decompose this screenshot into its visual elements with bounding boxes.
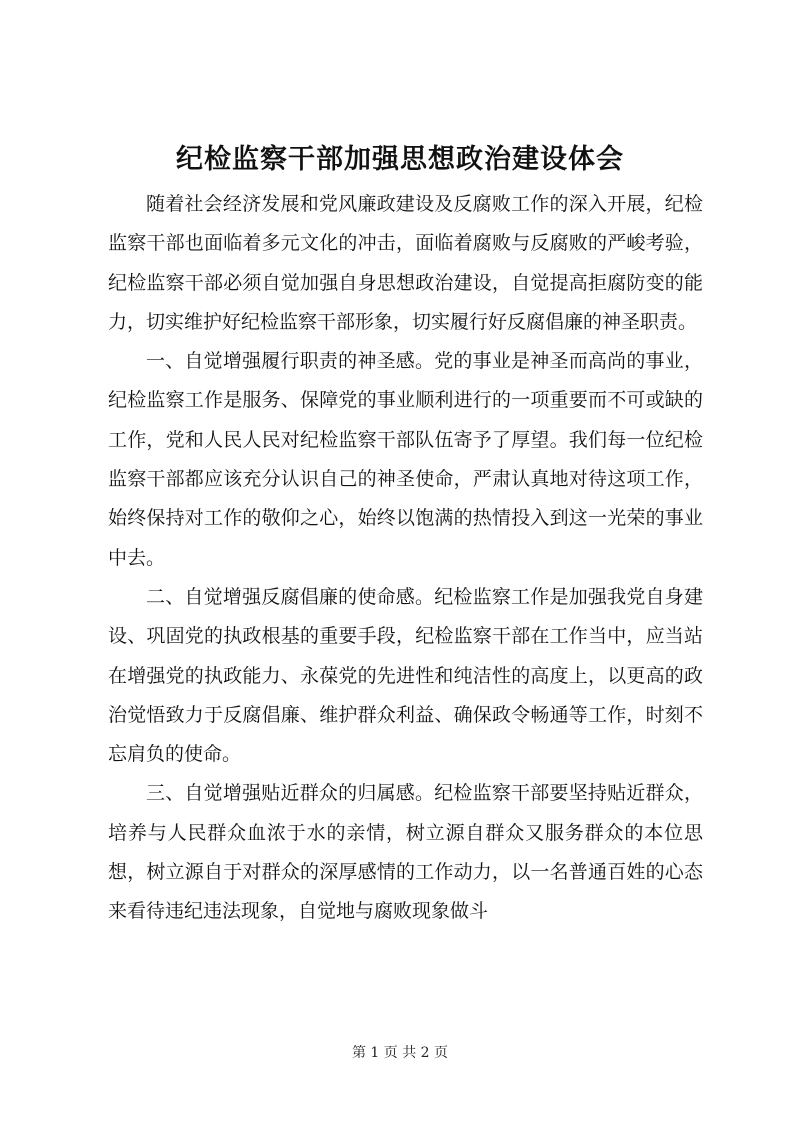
document-title: 纪检监察干部加强思想政治建设体会 [176,144,624,175]
document-body [108,185,703,932]
paragraph-section-3: 三、自觉增强贴近群众的归属感。纪检监察干部要坚持贴近群众，培养与人民群众血浓于水的亲情，树立源自群众又服务群众的本位思想，树立源自于对群众的深厚感情的工作动力，以一名普通百姓的心态来看待违纪违法现象，自觉地与腐败现象做斗 [108,782,703,923]
paragraph-intro: 随着社会经济发展和党风廉政建设及反腐败工作的深入开展，纪检监察干部也面临着多元文化的冲击，面临着腐败与反腐败的严峻考验，纪检监察干部必须自觉加强自身思想政治建设，自觉提高拒腐防变的能力，切实维护好纪检监察干部形象，切实履行好反腐倡廉的神圣职责。 [108,193,703,333]
paragraph-section-2: 二、自觉增强反腐倡廉的使命感。纪检监察工作是加强我党自身建设、巩固党的执政根基的重要手段，纪检监察干部在工作当中，应当站在增强党的执政能力、永葆党的先进性和纯洁性的高度上，以更高的政治觉悟致力于反腐倡廉、维护群众利益、确保政令畅通等工作，时刻不忘肩负的使命。 [108,585,703,766]
page-footer: 第 1 页 共 2 页 [351,1045,449,1061]
paragraph-section-1: 一、自觉增强履行职责的神圣感。党的事业是神圣而高尚的事业，纪检监察工作是服务、保障党的事业顺利进行的一项重要而不可或缺的工作，党和人民人民对纪检监察干部队伍寄予了厚望。我们每一位纪检监察干部都应该充分认识自己的神圣使命，严肃认真地对待这项工作，始终保持对工作的敬仰之心，始终以饱满的热情投入到这一光荣的事业中去。 [108,350,703,569]
